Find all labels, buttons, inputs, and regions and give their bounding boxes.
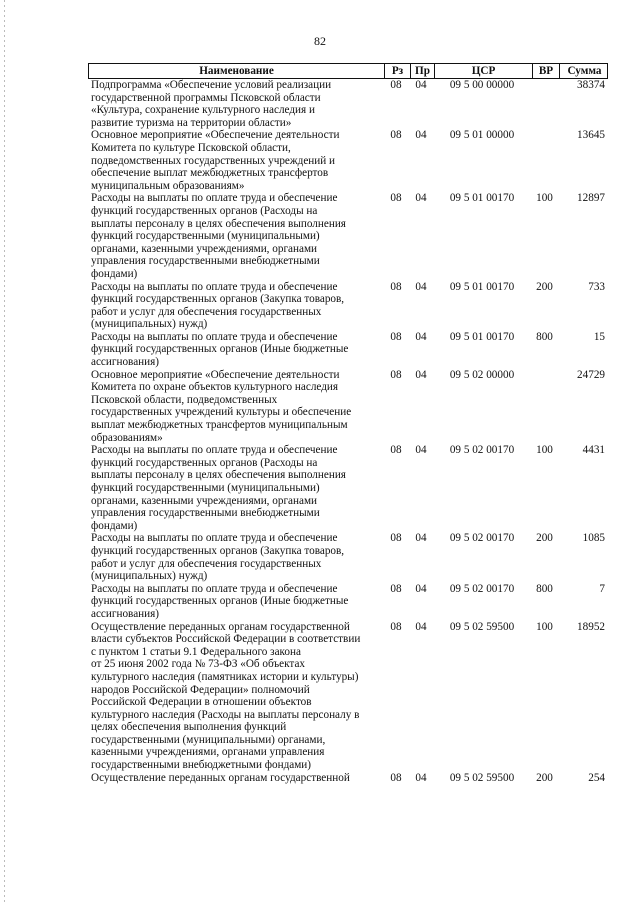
cell-pr: 04 xyxy=(415,129,427,142)
name-line: Расходы на выплаты по оплате труда и обеспечение xyxy=(91,532,338,545)
cell-pr: 04 xyxy=(415,582,427,595)
cell-csr: 09 5 01 00170 xyxy=(449,280,515,293)
cell-vr xyxy=(531,369,558,445)
name-line: выплаты персоналу в целях обеспечения выполнения xyxy=(91,217,346,230)
cell-name xyxy=(88,369,383,445)
cell-pr: 04 xyxy=(415,280,427,293)
name-line: Подпрограмма «Обеспечение условий реализации xyxy=(91,79,332,91)
cell-pr: 04 xyxy=(415,620,427,633)
header-rz: Рз xyxy=(384,64,410,78)
table-row xyxy=(88,444,608,532)
cell-csr: 09 5 02 00000 xyxy=(449,368,515,381)
table-row xyxy=(88,532,608,582)
cell-rz: 08 xyxy=(390,368,402,381)
cell-sum: 12897 xyxy=(577,192,605,205)
cell-csr: 09 5 02 59500 xyxy=(449,620,515,633)
name-line: образованиям» xyxy=(91,431,163,444)
cell-sum: 18952 xyxy=(577,620,605,633)
cell-sum: 24729 xyxy=(577,368,605,381)
cell-sum: 38374 xyxy=(577,79,605,91)
cell-pr: 04 xyxy=(415,330,427,343)
name-line: (муниципальных) нужд) xyxy=(91,570,208,583)
name-line: выплаты персоналу в целях обеспечения выполнения xyxy=(91,469,346,482)
cell-rz: 08 xyxy=(390,129,402,142)
cell-name xyxy=(88,583,383,621)
name-line: выплат межбюджетных трансфертов муниципальным xyxy=(91,419,348,432)
table-row xyxy=(88,192,608,280)
cell-name xyxy=(88,772,383,785)
name-line: культурного наследия (Расходы на выплаты персоналу в xyxy=(91,708,360,721)
cell-sum: 15 xyxy=(593,330,605,343)
name-line: управления государственными внебюджетными xyxy=(91,507,320,520)
cell-pr: 04 xyxy=(415,771,427,784)
name-line: функций государственных органов (Иные бюджетные xyxy=(91,343,349,356)
name-line: развитие туризма на территории области» xyxy=(91,116,292,129)
name-line: «Культура, сохранение культурного наследия и xyxy=(91,104,315,117)
cell-rz: 08 xyxy=(390,280,402,293)
name-line: управления государственными внебюджетными xyxy=(91,255,320,268)
cell-sum: 4431 xyxy=(582,444,605,457)
name-line: функций государственными (муниципальными) xyxy=(91,482,320,494)
name-line: народов Российской Федерации» полномочий xyxy=(91,683,310,696)
header-pr: Пр xyxy=(410,64,434,78)
cell-name xyxy=(88,331,383,369)
header-name: Наименование xyxy=(199,65,274,77)
name-line: государственной программы Псковской области xyxy=(91,91,321,104)
cell-name xyxy=(88,192,383,280)
name-line: целях обеспечения выполнения функций xyxy=(91,721,287,734)
cell-sum: 733 xyxy=(588,280,605,293)
cell-csr: 09 5 02 59500 xyxy=(449,771,515,784)
cell-vr: 200 xyxy=(536,771,553,784)
table-row xyxy=(88,772,608,785)
name-line: органами, казенными учреждениями, органами xyxy=(91,242,318,255)
name-line: казенными учреждениями, органами управления xyxy=(91,746,325,759)
name-line: Расходы на выплаты по оплате труда и обеспечение xyxy=(91,330,338,343)
cell-rz: 08 xyxy=(390,192,402,205)
table-row xyxy=(88,281,608,331)
name-line: с пунктом 1 статьи 9.1 Федерального закона xyxy=(91,645,301,658)
name-line: от 25 июня 2002 года № 73-ФЗ «Об объектах xyxy=(91,658,306,671)
cell-csr: 09 5 01 00170 xyxy=(449,192,515,205)
name-line: фондами) xyxy=(91,267,138,280)
cell-pr: 04 xyxy=(415,532,427,545)
cell-pr: 04 xyxy=(415,444,427,457)
name-line: фондами) xyxy=(91,519,138,532)
cell-pr: 04 xyxy=(415,368,427,381)
cell-name xyxy=(88,532,383,582)
cell-pr: 04 xyxy=(415,79,427,91)
cell-csr: 09 5 01 00000 xyxy=(449,129,515,142)
name-line: государственных учреждений культуры и обеспечение xyxy=(91,406,352,419)
name-line: функций государственных органов (Закупка товаров, xyxy=(91,293,345,306)
scan-edge-line xyxy=(4,0,5,905)
table-row xyxy=(88,369,608,445)
name-line: Основное мероприятие «Обеспечение деятельности xyxy=(91,368,340,381)
cell-csr: 09 5 01 00170 xyxy=(449,330,515,343)
cell-sum: 1085 xyxy=(582,532,605,545)
cell-name xyxy=(88,281,383,331)
cell-name xyxy=(88,129,383,192)
table-body xyxy=(88,79,608,784)
cell-rz: 08 xyxy=(390,79,402,91)
name-line: Основное мероприятие «Обеспечение деятельности xyxy=(91,129,340,142)
name-line: органами, казенными учреждениями, органами xyxy=(91,494,318,507)
cell-sum: 254 xyxy=(588,771,605,784)
cell-vr: 800 xyxy=(536,582,553,595)
cell-csr: 09 5 02 00170 xyxy=(449,582,515,595)
cell-rz: 08 xyxy=(390,330,402,343)
name-line: работ и услуг для обеспечения государственных xyxy=(91,557,322,570)
cell-csr: 09 5 02 00170 xyxy=(449,444,515,457)
cell-rz: 08 xyxy=(390,582,402,595)
name-line: Комитета по культуре Псковской области, xyxy=(91,141,291,154)
cell-vr: 200 xyxy=(536,280,553,293)
table-row xyxy=(88,129,608,192)
name-line: Расходы на выплаты по оплате труда и обеспечение xyxy=(91,444,338,457)
cell-vr xyxy=(531,129,558,192)
name-line: Расходы на выплаты по оплате труда и обеспечение xyxy=(91,280,338,293)
name-line: функций государственных органов (Иные бюджетные xyxy=(91,595,349,608)
cell-vr: 100 xyxy=(536,192,553,205)
name-line: Осуществление переданных органам государственной xyxy=(91,771,350,784)
name-line: подведомственных государственных учреждений и xyxy=(91,154,336,167)
name-line: власти субъектов Российской Федерации в соответствии xyxy=(91,633,361,646)
table-row xyxy=(88,331,608,369)
budget-table xyxy=(88,63,608,784)
name-line: ассигнования) xyxy=(91,607,159,620)
name-line: функций государственных органов (Расходы на xyxy=(91,204,318,217)
cell-rz: 08 xyxy=(390,532,402,545)
cell-vr xyxy=(531,79,558,129)
name-line: работ и услуг для обеспечения государственных xyxy=(91,305,322,318)
header-sum: Сумма xyxy=(559,64,609,78)
name-line: (муниципальных) нужд) xyxy=(91,318,208,331)
table-header xyxy=(88,63,608,79)
cell-sum: 7 xyxy=(599,582,605,595)
cell-rz: 08 xyxy=(390,444,402,457)
cell-name xyxy=(88,79,383,129)
name-line: функций государственных органов (Расходы на xyxy=(91,456,318,469)
name-line: Российской Федерации в отношении объектов xyxy=(91,696,312,709)
cell-rz: 08 xyxy=(390,771,402,784)
cell-vr: 100 xyxy=(536,444,553,457)
name-line: государственными (муниципальными) органами, xyxy=(91,733,326,746)
cell-vr: 100 xyxy=(536,620,553,633)
cell-vr: 200 xyxy=(536,532,553,545)
header-vr: ВР xyxy=(532,64,559,78)
name-line: функций государственными (муниципальными) xyxy=(91,230,320,243)
cell-csr: 09 5 00 00000 xyxy=(449,79,515,91)
name-line: Расходы на выплаты по оплате труда и обеспечение xyxy=(91,192,338,205)
name-line: государственными внебюджетными фондами) xyxy=(91,759,312,772)
page-number: 82 xyxy=(314,34,326,48)
cell-rz: 08 xyxy=(390,620,402,633)
cell-name xyxy=(88,444,383,532)
table-row xyxy=(88,79,608,129)
name-line: Комитета по охране объектов культурного наследия xyxy=(91,381,339,394)
name-line: функций государственных органов (Закупка товаров, xyxy=(91,544,345,557)
name-line: ассигнования) xyxy=(91,356,159,369)
table-row xyxy=(88,621,608,772)
cell-name xyxy=(88,621,383,772)
name-line: культурного наследия (памятниках истории и культуры) xyxy=(91,670,359,683)
cell-sum: 13645 xyxy=(577,129,605,142)
name-line: Псковской области, подведомственных xyxy=(91,393,278,406)
cell-vr: 800 xyxy=(536,330,553,343)
header-csr: ЦСР xyxy=(434,64,532,78)
name-line: Расходы на выплаты по оплате труда и обеспечение xyxy=(91,582,338,595)
name-line: муниципальным образованиям» xyxy=(91,179,245,192)
cell-csr: 09 5 02 00170 xyxy=(449,532,515,545)
name-line: Осуществление переданных органам государственной xyxy=(91,620,350,633)
name-line: обеспечение выплат межбюджетных трансфертов xyxy=(91,167,329,180)
table-row xyxy=(88,583,608,621)
cell-pr: 04 xyxy=(415,192,427,205)
